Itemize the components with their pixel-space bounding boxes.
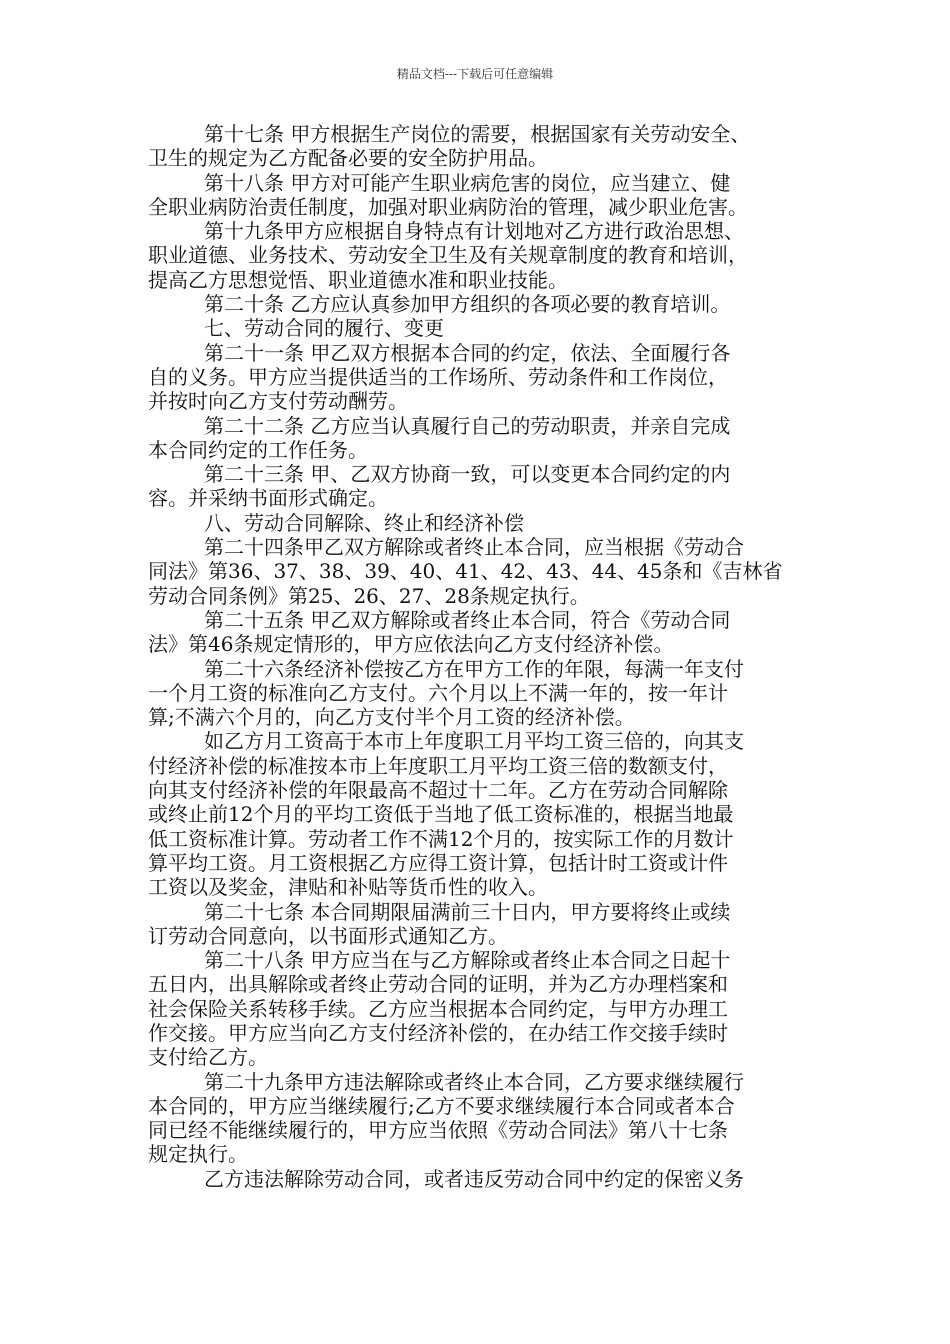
text-line: 并按时向乙方支付劳动酬劳。 <box>148 389 408 414</box>
text-line: 工资以及奖金，津贴和补贴等货币性的收入。 <box>148 875 548 900</box>
text-line: 七、劳动合同的履行、变更 <box>204 316 444 341</box>
text-line: 算;不满六个月的，向乙方支付半个月工资的经济补偿。 <box>148 705 635 730</box>
text-line: 社会保险关系转移手续。乙方应当根据本合同约定，与甲方办理工 <box>148 996 728 1021</box>
text-line: 第二十四条甲乙双方解除或者终止本合同，应当根据《劳动合 <box>204 535 744 560</box>
text-line: 同法》第36、37、38、39、40、41、42、43、44、45条和《吉林省 <box>148 559 783 584</box>
text-line: 卫生的规定为乙方配备必要的安全防护用品。 <box>148 146 548 171</box>
text-line: 订劳动合同意向，以书面形式通知乙方。 <box>148 923 508 948</box>
text-line: 同已经不能继续履行的，甲方应当依照《劳动合同法》第八十七条 <box>148 1118 728 1143</box>
text-line: 本合同的，甲方应当继续履行;乙方不要求继续履行本合同或者本合 <box>148 1093 735 1118</box>
text-line: 提高乙方思想觉悟、职业道德水准和职业技能。 <box>148 267 568 292</box>
text-line: 第十九条甲方应根据自身特点有计划地对乙方进行政治思想、 <box>204 219 744 244</box>
text-line: 本合同约定的工作任务。 <box>148 437 368 462</box>
text-line: 乙方违法解除劳动合同，或者违反劳动合同中约定的保密义务 <box>204 1166 744 1191</box>
text-line: 职业道德、业务技术、劳动安全卫生及有关规章制度的教育和培训， <box>148 243 748 268</box>
text-line: 如乙方月工资高于本市上年度职工月平均工资三倍的，向其支 <box>204 729 744 754</box>
text-line: 第二十八条 甲方应当在与乙方解除或者终止本合同之日起十 <box>204 948 731 973</box>
text-line: 第十八条 甲方对可能产生职业病危害的岗位，应当建立、健 <box>204 170 731 195</box>
text-line: 规定执行。 <box>148 1142 248 1167</box>
text-line: 第二十一条 甲乙双方根据本合同的约定，依法、全面履行各 <box>204 340 731 365</box>
text-line: 付经济补偿的标准按本市上年度职工月平均工资三倍的数额支付， <box>148 753 728 778</box>
text-line: 八、劳动合同解除、终止和经济补偿 <box>204 510 524 535</box>
text-line: 作交接。甲方应当向乙方支付经济补偿的，在办结工作交接手续时 <box>148 1020 728 1045</box>
text-line: 自的义务。甲方应当提供适当的工作场所、劳动条件和工作岗位， <box>148 364 728 389</box>
text-line: 第二十三条 甲、乙双方协商一致，可以变更本合同约定的内 <box>204 462 731 487</box>
text-line: 第二十五条 甲乙双方解除或者终止本合同，符合《劳动合同 <box>204 607 731 632</box>
text-line: 向其支付经济补偿的年限最高不超过十二年。乙方在劳动合同解除 <box>148 778 728 803</box>
text-line: 全职业病防治责任制度，加强对职业病防治的管理，减少职业危害。 <box>148 194 748 219</box>
text-line: 支付给乙方。 <box>148 1045 268 1070</box>
text-line: 第十七条 甲方根据生产岗位的需要，根据国家有关劳动安全、 <box>204 122 751 146</box>
text-line: 第二十七条 本合同期限届满前三十日内，甲方要将终止或续 <box>204 899 731 924</box>
document-body <box>148 122 812 1191</box>
text-line: 第二十九条甲方违法解除或者终止本合同，乙方要求继续履行 <box>204 1069 744 1094</box>
text-line: 容。并采纳书面形式确定。 <box>148 486 388 511</box>
text-line: 低工资标准计算。劳动者工作不满12个月的，按实际工作的月数计 <box>148 826 734 851</box>
text-line: 法》第46条规定情形的，甲方应依法向乙方支付经济补偿。 <box>148 632 674 657</box>
text-line: 算平均工资。月工资根据乙方应得工资计算，包括计时工资或计件 <box>148 850 728 875</box>
text-line: 第二十二条 乙方应当认真履行自己的劳动职责，并亲自完成 <box>204 413 731 438</box>
text-line: 或终止前12个月的平均工资低于当地了低工资标准的，根据当地最 <box>148 802 734 827</box>
text-line: 五日内，出具解除或者终止劳动合同的证明，并为乙方办理档案和 <box>148 972 728 997</box>
text-line: 劳动合同条例》第25、26、27、28条规定执行。 <box>148 583 590 608</box>
page-header: 精品文档---下载后可任意编辑 <box>396 67 554 81</box>
text-line: 一个月工资的标准向乙方支付。六个月以上不满一年的，按一年计 <box>148 680 728 705</box>
text-line: 第二十六条经济补偿按乙方在甲方工作的年限，每满一年支付 <box>204 656 744 681</box>
text-line: 第二十条 乙方应认真参加甲方组织的各项必要的教育培训。 <box>204 292 731 317</box>
